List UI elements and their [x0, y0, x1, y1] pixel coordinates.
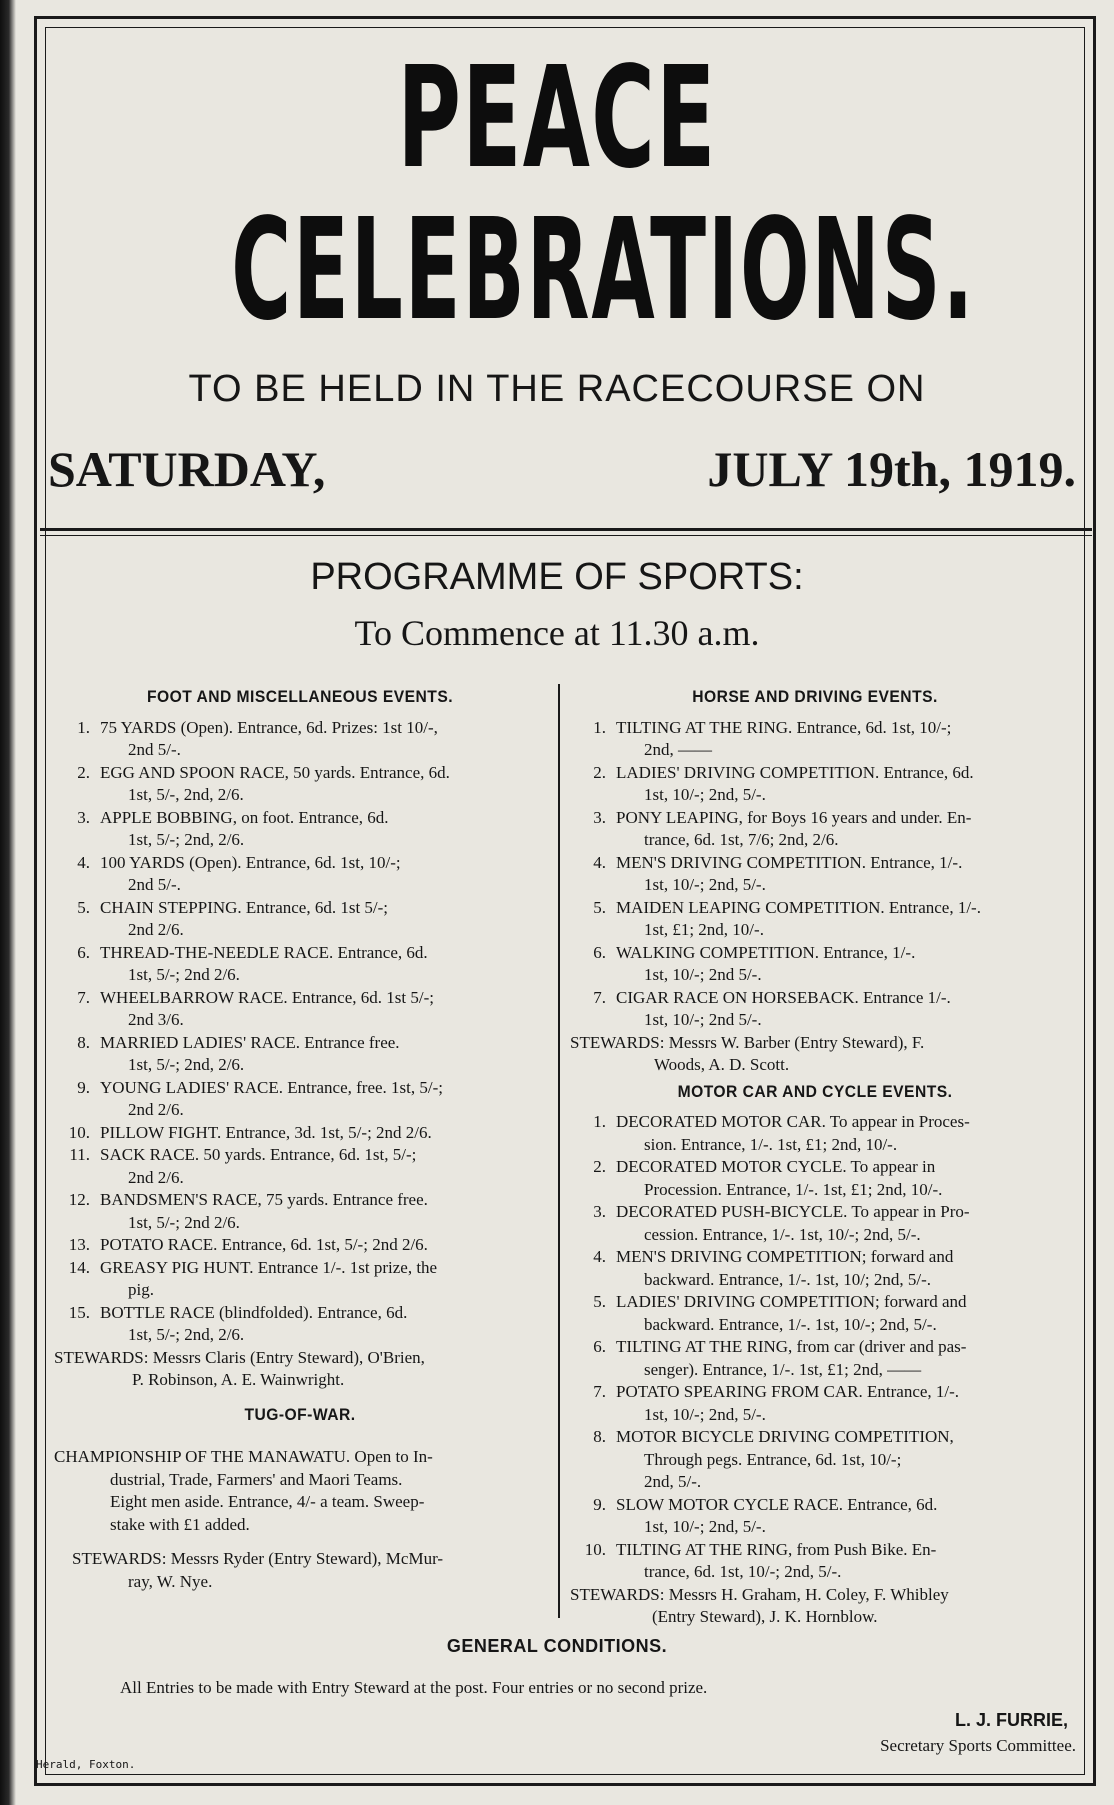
event-date: JULY 19th, 1919.: [707, 441, 1076, 497]
horse-stewards-line2: Woods, A. D. Scott.: [654, 1055, 790, 1074]
event-text: [100, 1302, 546, 1347]
event-text: [100, 897, 546, 942]
event-text: [616, 1426, 1060, 1494]
event-number: 9.: [77, 1077, 90, 1097]
event-number: 1.: [77, 717, 90, 737]
event-item: [54, 987, 546, 1032]
event-number: 11.: [69, 1145, 90, 1164]
foot-stewards: [54, 1347, 546, 1392]
event-line: MEN'S DRIVING COMPETITION; forward and: [616, 1247, 954, 1266]
event-number: 7.: [77, 987, 90, 1007]
motor-events-heading: MOTOR CAR AND CYCLE EVENTS.: [677, 1081, 953, 1101]
event-number: 12.: [68, 1190, 90, 1209]
event-text: [616, 807, 1060, 852]
event-line: WALKING COMPETITION. Entrance, 1/-.: [616, 942, 916, 962]
event-item: [54, 762, 546, 807]
horse-stewards-line1: STEWARDS: Messrs W. Barber (Entry Steward), F.: [570, 1032, 925, 1052]
horse-stewards: [570, 1032, 1060, 1077]
event-line: Procession. Entrance, 1/-. 1st, £1; 2nd, 10/-.: [644, 1179, 943, 1199]
event-line: sion. Entrance, 1/-. 1st, £1; 2nd, 10/-.: [644, 1134, 898, 1154]
event-line: cession. Entrance, 1/-. 1st, 10/-; 2nd, 5/-.: [644, 1224, 921, 1244]
event-item: [570, 987, 1060, 1032]
event-item: [570, 1156, 1060, 1201]
event-number: 2.: [593, 762, 606, 782]
event-text: [616, 1156, 1060, 1201]
horse-events-list: [570, 717, 1060, 1032]
event-item: [570, 1426, 1060, 1494]
event-number: 14.: [68, 1257, 90, 1277]
event-line: 2nd 2/6.: [128, 1167, 184, 1187]
event-line: DECORATED MOTOR CAR. To appear in Proces-: [616, 1112, 970, 1131]
event-line: backward. Entrance, 1/-. 1st, 10/-; 2nd, 5/-.: [644, 1314, 937, 1334]
event-line: 2nd 5/-.: [128, 740, 181, 759]
foot-stewards-line2: P. Robinson, A. E. Wainwright.: [132, 1370, 345, 1389]
event-text: [616, 1291, 1060, 1336]
event-line: 2nd 2/6.: [128, 920, 184, 939]
event-line: BOTTLE RACE (blindfolded). Entrance, 6d.: [100, 1302, 408, 1322]
commence-time: To Commence at 11.30 a.m.: [354, 613, 760, 653]
event-line: 2nd, ——: [644, 740, 712, 759]
event-item: [54, 1032, 546, 1077]
event-number: 10.: [68, 1122, 90, 1142]
event-item: [54, 1122, 546, 1145]
event-number: 3.: [593, 807, 606, 827]
event-item: [54, 942, 546, 987]
event-number: 7.: [593, 987, 606, 1007]
spacer: [54, 1392, 546, 1404]
event-text: [616, 852, 1060, 897]
event-text: [100, 1032, 546, 1077]
event-line: 75 YARDS (Open). Entrance, 6d. Prizes: 1st 10/-,: [100, 717, 438, 737]
event-number: 9.: [593, 1494, 606, 1514]
event-line: 1st, 5/-; 2nd, 2/6.: [128, 830, 245, 849]
event-line: 1st, 10/-; 2nd 5/-.: [644, 1010, 762, 1029]
event-line: TILTING AT THE RING, from car (driver and pas-: [616, 1337, 967, 1356]
event-number: 6.: [593, 1337, 606, 1356]
event-number: 4.: [77, 852, 90, 872]
spacer: [54, 1434, 546, 1446]
event-text: [100, 1189, 546, 1234]
event-line: 1st, 10/-; 2nd, 5/-.: [644, 785, 766, 804]
event-line: SACK RACE. 50 yards. Entrance, 6d. 1st, 5/-;: [100, 1145, 417, 1164]
column-divider: [558, 684, 560, 1618]
event-line: MEN'S DRIVING COMPETITION. Entrance, 1/-.: [616, 852, 963, 872]
tug-line1: CHAMPIONSHIP OF THE MANAWATU. Open to In-: [54, 1447, 433, 1466]
event-item: [54, 1234, 546, 1257]
horse-events-heading: HORSE AND DRIVING EVENTS.: [692, 687, 938, 706]
event-line: 1st, 5/-; 2nd, 2/6.: [128, 1325, 245, 1344]
event-item: [570, 852, 1060, 897]
event-item: [570, 1291, 1060, 1336]
event-item: [570, 762, 1060, 807]
spacer: [54, 1536, 546, 1548]
event-item: [570, 1111, 1060, 1156]
event-number: 5.: [77, 897, 90, 917]
signer-name: L. J. FURRIE,: [954, 1710, 1068, 1730]
signer-title: Secretary Sports Committee.: [880, 1736, 1076, 1755]
event-item: [54, 852, 546, 897]
event-line: 2nd 2/6.: [128, 1100, 184, 1119]
motor-stewards-line2: (Entry Steward), J. K. Hornblow.: [652, 1607, 878, 1626]
event-line: GREASY PIG HUNT. Entrance 1/-. 1st prize, the: [100, 1257, 438, 1277]
event-item: [570, 1381, 1060, 1426]
event-text: [100, 852, 546, 897]
left-column: [54, 686, 546, 1593]
event-item: [570, 1246, 1060, 1291]
event-line: PILLOW FIGHT. Entrance, 3d. 1st, 5/-; 2nd 2/6.: [100, 1122, 432, 1142]
event-number: 4.: [593, 852, 606, 872]
event-item: [570, 717, 1060, 762]
event-text: [616, 897, 1060, 942]
event-line: 1st, £1; 2nd, 10/-.: [644, 920, 764, 939]
foot-events-list: [54, 717, 546, 1347]
motor-events-list: [570, 1111, 1060, 1584]
event-item: [54, 897, 546, 942]
event-item: [570, 1201, 1060, 1246]
event-line: Through pegs. Entrance, 6d. 1st, 10/-;: [644, 1449, 902, 1469]
general-conditions-text: All Entries to be made with Entry Steward at the post. Four entries or no second prize.: [120, 1678, 708, 1697]
right-column: [570, 686, 1060, 1629]
event-text: [100, 762, 546, 807]
event-number: 6.: [77, 942, 90, 962]
tug-stewards: [54, 1548, 546, 1593]
motor-stewards-line1: STEWARDS: Messrs H. Graham, H. Coley, F. Whibley: [570, 1584, 949, 1604]
general-conditions-heading: GENERAL CONDITIONS.: [446, 1636, 668, 1656]
title-celebrations: CELEBRATIONS.: [231, 189, 976, 352]
event-item: [570, 807, 1060, 852]
event-number: 3.: [593, 1202, 606, 1221]
event-line: LADIES' DRIVING COMPETITION. Entrance, 6d.: [616, 762, 974, 782]
event-line: DECORATED MOTOR CYCLE. To appear in: [616, 1157, 936, 1176]
event-item: [54, 717, 546, 762]
event-line: 1st, 5/-; 2nd, 2/6.: [128, 1055, 245, 1074]
event-line: LADIES' DRIVING COMPETITION; forward and: [616, 1292, 967, 1311]
event-text: [100, 1077, 546, 1122]
event-line: trance, 6d. 1st, 7/6; 2nd, 2/6.: [644, 830, 839, 849]
event-line: POTATO RACE. Entrance, 6d. 1st, 5/-; 2nd 2/6.: [100, 1235, 428, 1254]
event-line: 1st, 10/-; 2nd, 5/-.: [644, 875, 766, 894]
event-line: APPLE BOBBING, on foot. Entrance, 6d.: [100, 807, 389, 827]
event-line: MAIDEN LEAPING COMPETITION. Entrance, 1/-.: [616, 897, 981, 917]
event-line: CHAIN STEPPING. Entrance, 6d. 1st 5/-;: [100, 897, 389, 917]
tug-of-war-heading: TUG-OF-WAR.: [244, 1404, 356, 1424]
event-line: BANDSMEN'S RACE, 75 yards. Entrance free.: [100, 1190, 428, 1209]
event-text: [100, 1234, 546, 1257]
event-line: 1st, 10/-; 2nd, 5/-.: [644, 1404, 766, 1424]
event-number: 13.: [68, 1235, 90, 1254]
event-day: SATURDAY,: [48, 441, 326, 497]
event-item: [54, 807, 546, 852]
event-line: 1st, 10/-; 2nd, 5/-.: [644, 1517, 766, 1536]
motor-stewards: [570, 1584, 1060, 1629]
event-item: [570, 1494, 1060, 1539]
event-text: [616, 1336, 1060, 1381]
section-divider: [40, 528, 1092, 536]
event-line: PONY LEAPING, for Boys 16 years and under. En-: [616, 807, 972, 827]
event-text: [100, 1257, 546, 1302]
event-line: TILTING AT THE RING, from Push Bike. En-: [616, 1539, 937, 1559]
event-text: [616, 942, 1060, 987]
event-line: 2nd, 5/-.: [644, 1472, 702, 1491]
event-item: [54, 1189, 546, 1234]
event-item: [54, 1144, 546, 1189]
event-line: MARRIED LADIES' RACE. Entrance free.: [100, 1032, 400, 1052]
event-line: EGG AND SPOON RACE, 50 yards. Entrance, 6d.: [100, 762, 450, 782]
event-number: 1.: [593, 1112, 606, 1131]
tug-of-war-text: [54, 1446, 546, 1536]
tug-line2: dustrial, Trade, Farmers' and Maori Teams.: [110, 1469, 403, 1489]
event-text: [616, 1201, 1060, 1246]
event-line: 2nd 3/6.: [128, 1010, 184, 1029]
tug-stewards-line1: STEWARDS: Messrs Ryder (Entry Steward), McMur-: [72, 1549, 444, 1568]
event-text: [100, 942, 546, 987]
programme-title: PROGRAMME OF SPORTS:: [310, 556, 804, 598]
event-text: [616, 1539, 1060, 1584]
event-number: 4.: [593, 1247, 606, 1266]
event-line: POTATO SPEARING FROM CAR. Entrance, 1/-.: [616, 1382, 960, 1401]
event-text: [616, 762, 1060, 807]
event-item: [54, 1077, 546, 1122]
event-line: 1st, 5/-; 2nd 2/6.: [128, 965, 240, 984]
event-text: [616, 1381, 1060, 1426]
event-item: [570, 897, 1060, 942]
foot-stewards-line1: STEWARDS: Messrs Claris (Entry Steward), O'Brien,: [54, 1347, 425, 1367]
event-line: 100 YARDS (Open). Entrance, 6d. 1st, 10/-;: [100, 852, 401, 872]
event-number: 2.: [77, 762, 90, 782]
tug-line4: stake with £1 added.: [110, 1514, 250, 1534]
title-peace: PEACE: [397, 37, 717, 200]
event-number: 10.: [584, 1539, 606, 1559]
event-number: 5.: [593, 897, 606, 917]
venue-line: TO BE HELD IN THE RACECOURSE ON: [188, 368, 926, 410]
event-number: 8.: [593, 1427, 606, 1446]
printer-imprint: Herald, Foxton.: [36, 1758, 136, 1771]
event-line: senger). Entrance, 1/-. 1st, £1; 2nd, ——: [644, 1359, 922, 1379]
event-line: 1st, 10/-; 2nd 5/-.: [644, 965, 762, 984]
event-text: [616, 1246, 1060, 1291]
tug-stewards-line2: ray, W. Nye.: [128, 1571, 213, 1591]
event-number: 7.: [593, 1382, 606, 1401]
event-text: [100, 717, 546, 762]
event-text: [100, 807, 546, 852]
event-number: 3.: [77, 807, 90, 827]
event-item: [570, 1336, 1060, 1381]
event-line: backward. Entrance, 1/-. 1st, 10/; 2nd, 5/-.: [644, 1269, 932, 1289]
foot-events-heading: FOOT AND MISCELLANEOUS EVENTS.: [146, 687, 454, 706]
event-line: THREAD-THE-NEEDLE RACE. Entrance, 6d.: [100, 942, 428, 962]
event-text: [616, 1494, 1060, 1539]
event-text: [616, 1111, 1060, 1156]
event-number: 8.: [77, 1032, 90, 1052]
event-number: 5.: [593, 1292, 606, 1311]
event-line: 1st, 5/-; 2nd 2/6.: [128, 1212, 240, 1232]
event-text: [100, 987, 546, 1032]
event-number: 1.: [593, 717, 606, 737]
event-line: MOTOR BICYCLE DRIVING COMPETITION,: [616, 1427, 954, 1446]
event-line: 2nd 5/-.: [128, 875, 181, 894]
event-line: YOUNG LADIES' RACE. Entrance, free. 1st, 5/-;: [100, 1077, 443, 1097]
event-item: [54, 1257, 546, 1302]
event-item: [570, 1539, 1060, 1584]
event-line: WHEELBARROW RACE. Entrance, 6d. 1st 5/-;: [100, 987, 434, 1007]
tug-line3: Eight men aside. Entrance, 4/- a team. Sweep-: [110, 1492, 425, 1511]
event-line: DECORATED PUSH-BICYCLE. To appear in Pro-: [616, 1202, 970, 1221]
event-line: TILTING AT THE RING. Entrance, 6d. 1st, 10/-;: [616, 717, 952, 737]
event-number: 15.: [68, 1302, 90, 1322]
event-number: 6.: [593, 942, 606, 962]
torn-edge: [0, 0, 16, 1805]
event-line: SLOW MOTOR CYCLE RACE. Entrance, 6d.: [616, 1494, 938, 1514]
event-text: [100, 1144, 546, 1189]
event-text: [616, 717, 1060, 762]
event-text: [100, 1122, 546, 1145]
event-item: [570, 942, 1060, 987]
event-line: 1st, 5/-, 2nd, 2/6.: [128, 785, 244, 804]
event-number: 2.: [593, 1157, 606, 1176]
event-item: [54, 1302, 546, 1347]
event-text: [616, 987, 1060, 1032]
event-line: trance, 6d. 1st, 10/-; 2nd, 5/-.: [644, 1562, 842, 1581]
event-line: CIGAR RACE ON HORSEBACK. Entrance 1/-.: [616, 987, 951, 1007]
event-line: pig.: [128, 1280, 154, 1299]
